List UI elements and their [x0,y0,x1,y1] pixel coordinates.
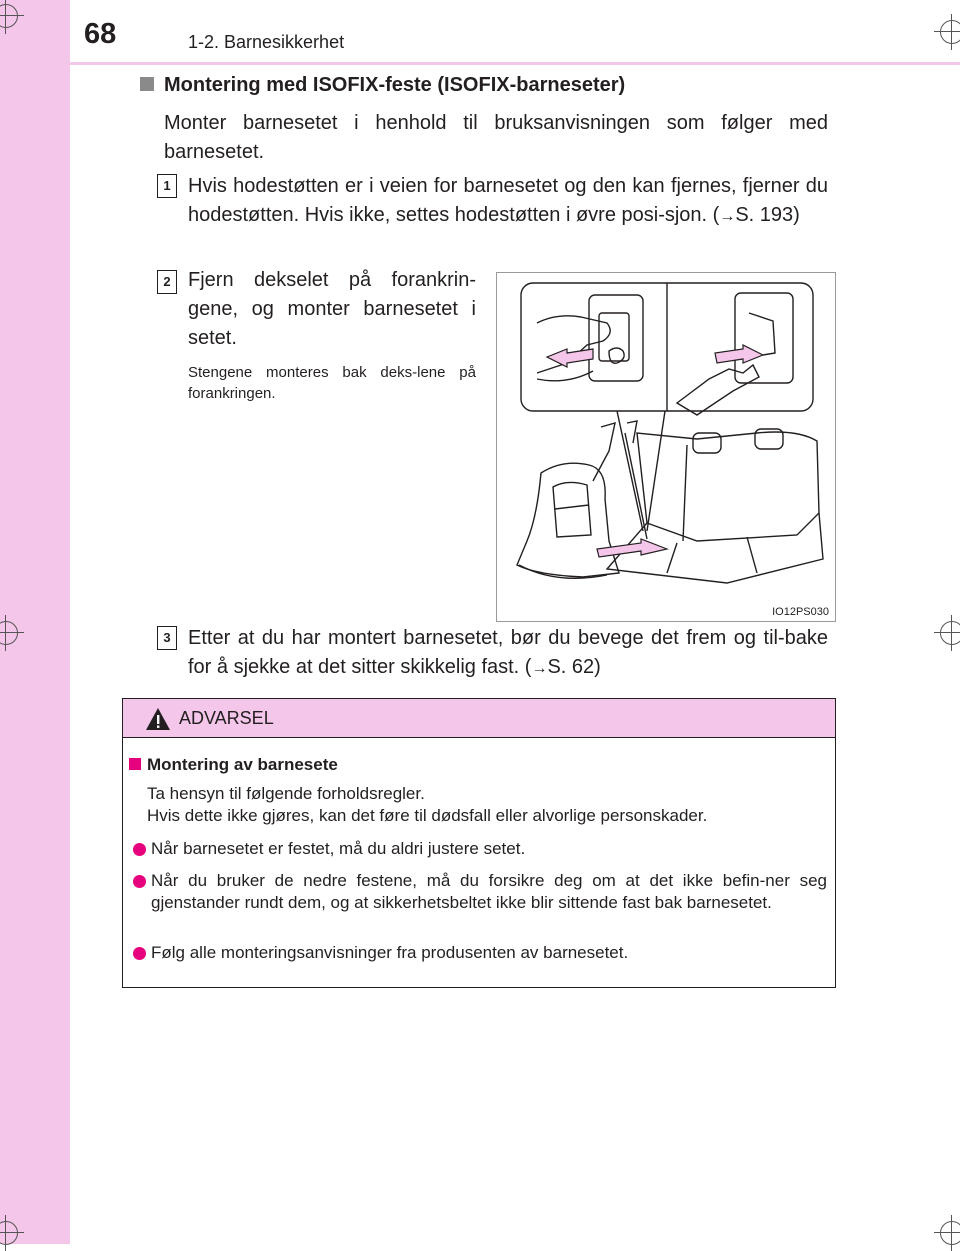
registration-mark-icon [934,14,960,50]
warning-subtitle: Montering av barnesete [129,755,338,775]
page-reference-link[interactable]: S. 62 [547,656,595,678]
step-2-note: Stengene monteres bak deks-lene på forankringen. [188,364,476,402]
step-3-text: Etter at du har montert barnesetet, bør du bevege det frem og til-bake for å sjekke at det sitter skikkelig fast. (→S. 62) [188,627,828,678]
chapter-title: 1-2. Barnesikkerhet [188,32,345,52]
warning-header [123,699,835,738]
bullet-icon [133,947,146,960]
bullet-icon [133,875,146,888]
square-bullet-icon [129,758,141,770]
step-number-2: 2 [157,270,177,294]
warning-bullet-2: Når du bruker de nedre festene, må du forsikre deg om at det ikke befin-ner seg gjenstander rundt dem, og at sikkerhetsbeltet ikke blir sittende fast bak barnesetet. [151,871,827,912]
bullet-icon [133,843,146,856]
section-title: Montering med ISOFIX-feste (ISOFIX-barneseter) [140,74,625,97]
registration-mark-icon [0,0,24,34]
arrow-right-icon: → [531,660,548,677]
registration-mark-icon [934,1215,960,1251]
registration-mark-icon [0,615,24,651]
registration-mark-icon [934,615,960,651]
page-number: 68 [84,18,117,50]
square-bullet-icon [140,77,154,91]
step-number-3: 3 [157,626,177,650]
step-1-text: Hvis hodestøtten er i veien for barnesetet og den kan fjernes, fjerner du hodestøtten. Hvis ikke, settes hodestøtten i øvre posi-sjon. (→S. 193) [188,175,828,226]
warning-title: ADVARSEL [179,708,274,728]
warning-box [122,698,836,988]
figure-code: IO12PS030 [772,606,829,618]
warning-line-2: Hvis dette ikke gjøres, kan det føre til dødsfall eller alvorlige personskader. [147,806,708,825]
warning-line-1: Ta hensyn til følgende forholdsregler. [147,784,425,803]
isofix-illustration [496,272,836,622]
header-divider [70,62,960,65]
warning-bullet-3: Følg alle monteringsanvisninger fra produsenten av barnesetet. [151,943,629,962]
registration-mark-icon [0,1215,24,1251]
child-seat-installation-drawing [497,273,835,621]
arrow-right-icon: → [719,208,736,225]
warning-triangle-icon [145,707,171,731]
intro-paragraph: Monter barnesetet i henhold til bruksanvisningen som følger med barnesetet. [164,112,828,163]
warning-bullet-1: Når barnesetet er festet, må du aldri justere setet. [151,839,526,858]
step-number-1: 1 [157,174,177,198]
page-reference-link[interactable]: S. 193 [735,204,794,226]
step-2-text: Fjern dekselet på forankrin-gene, og monter barnesetet i setet. [188,269,476,349]
